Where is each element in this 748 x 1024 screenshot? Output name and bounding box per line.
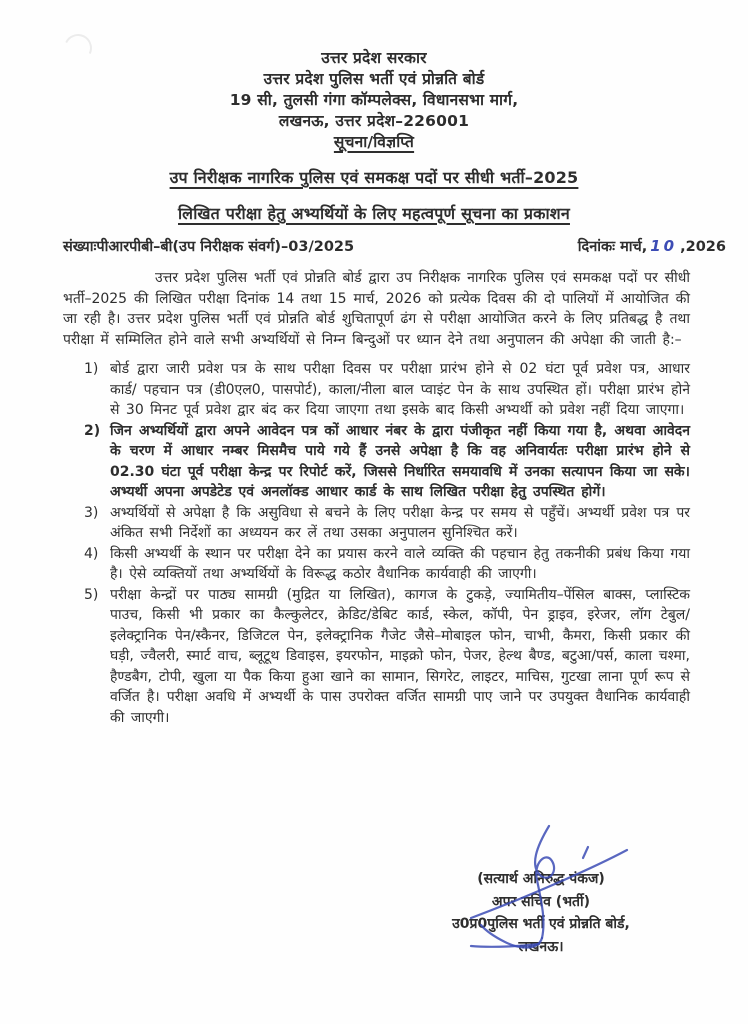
- list-item-5: [84, 585, 690, 729]
- item-text: अभ्यर्थियों से अपेक्षा है कि असुविधा से बचने के लिए परीक्षा केन्द्र पर समय से पहुँचें। अभ्यर्थी प्रवेश पत्र पर अंकित सभी निर्देशों का अध्ययन कर लें तथा उसका अनुपालन सुनिश्चित करें।: [110, 504, 690, 541]
- handwritten-date: 10: [650, 237, 678, 255]
- signatory-city: लखनऊ।: [518, 938, 564, 955]
- recruitment-title: उप निरीक्षक नागरिक पुलिस एवं समकक्ष पदों पर सीधी भर्ती–2025: [169, 168, 579, 187]
- reference-row: [63, 236, 726, 256]
- reference-number: संख्याःपीआरपीबी–बी(उप निरीक्षक संवर्ग)–03/2025: [63, 239, 355, 255]
- item-text: परीक्षा केन्द्रों पर पाठ्य सामग्री (मुद्रित या लिखित), कागज के टुकड़े, ज्यामितीय–पेंसिल बाक्स, प्लास्टिक पाउच, किसी भी प्रकार का कैल्कुलेटर, क्रेडिट/डेबिट कार्ड, स्केल, कॉपी, पेन ड्राइव, इरेजर, लॉग टेबुल/इलेक्ट्रानिक पेन/स्कैनर, डिजिटल पेन, इलेक्ट्रानिक गैजेट जैसे–मोबाइल फोन, चाभी, कैमरा, किसी प्रकार की घड़ी, ज्वैलरी, स्मार्ट वाच, ब्लूटूथ डिवाइस, इयरफोन, माइक्रो फोन, पेजर, हेल्थ बैण्ड, बटुआ/पर्स, काला चश्मा, हैण्डबैग, टोपी, खुला या पैक किया हुआ खाने का सामान, सिगरेट, लाइटर, माचिस, गुटखा लाना पूर्ण रूप से वर्जित है। परीक्षा अवधि में अभ्यर्थी के पास उपरोक्त वर्जित सामग्री पाए जाने पर उपयुक्त वैधानिक कार्यवाही की जाएगी।: [110, 586, 690, 726]
- signatory-name: (सत्यार्थ अनिरुद्ध पंकज): [477, 871, 605, 887]
- government-name: उत्तर प्रदेश सरकार: [321, 49, 427, 67]
- date-line: [578, 236, 726, 256]
- signature-block: [376, 868, 706, 958]
- list-item-2: [84, 421, 690, 503]
- intro-paragraph: उत्तर प्रदेश पुलिस भर्ती एवं प्रोन्नति बोर्ड द्वारा उप निरीक्षक नागरिक पुलिस एवं समकक्ष पदों पर सीधी भर्ती–2025 की लिखित परीक्षा दिनांक 14 तथा 15 मार्च, 2026 को प्रत्येक दिवस की दो पालियों में आयोजित की जा रही है। उत्तर प्रदेश पुलिस भर्ती एवं प्रोन्नति बोर्ड शुचितापूर्ण ढंग से परीक्षा आयोजित करने के लिए प्रतिबद्ध है तथा परीक्षा में सम्मिलित होने वाले सभी अभ्यर्थियों से निम्न बिन्दुओं पर ध्यान देने तथा अनुपालन की अपेक्षा की जाती है:–: [63, 270, 690, 348]
- signatory-designation: अपर सचिव (भर्ती): [491, 893, 591, 910]
- date-prefix: दिनांकः मार्च,: [577, 239, 648, 255]
- list-item-1: [84, 359, 690, 421]
- item-number: 2): [84, 422, 101, 439]
- address-line-1: 19 सी, तुलसी गंगा कॉम्पलेक्स, विधानसभा मार्ग,: [229, 91, 519, 109]
- notice-type-label: सूचना/विज्ञप्ति: [333, 133, 415, 151]
- notice-subject-title: लिखित परीक्षा हेतु अभ्यर्थियों के लिए महत्वपूर्ण सूचना का प्रकाशन: [178, 204, 570, 223]
- signatory-organization: उ0प्र0पुलिस भर्ती एवं प्रोन्नति बोर्ड,: [452, 916, 630, 932]
- item-number: 3): [84, 504, 99, 521]
- list-item-3: [84, 503, 690, 544]
- item-text: जिन अभ्यर्थियों द्वारा अपने आवेदन पत्र कों आधार नंबर के द्वारा पंजीकृत नहीं किया गया है, अथवा आवेदन के चरण में आधार नम्बर मिसमैच पाये गये हैं उनसे अपेक्षा है कि वह अनिवार्यतः परीक्षा प्रारंभ होने से 02.30 घंटा पूर्व परीक्षा केन्द्र पर रिपोर्ट करें, जिससे निर्धारित समयावधि में उनका सत्यापन किया जा सके। अभ्यर्थी अपना अपडेटेड एवं अनलॉक्ड आधार कार्ड के साथ लिखित परीक्षा हेतु उपस्थित होगें।: [110, 422, 690, 500]
- item-text: किसी अभ्यर्थी के स्थान पर परीक्षा देने का प्रयास करने वाले व्यक्ति की पहचान हेतु तकनीकी प्रबंध किया गया है। ऐसे व्यक्तियों तथा अभ्यर्थियों के विरूद्ध कठोर वैधानिक कार्यवाही की जाएगी।: [110, 545, 690, 582]
- list-item-4: [84, 544, 690, 585]
- item-number: 4): [84, 545, 99, 562]
- date-suffix: ,2026: [680, 239, 726, 255]
- address-line-2: लखनऊ, उत्तर प्रदेश–226001: [278, 112, 470, 130]
- item-number: 5): [84, 586, 99, 603]
- letterhead: [0, 0, 748, 153]
- points-list: [84, 359, 690, 728]
- item-number: 1): [84, 361, 99, 377]
- item-text: बोर्ड द्वारा जारी प्रवेश पत्र के साथ परीक्षा दिवस पर परीक्षा प्रारंभ होने से 02 घंटा पूर्व प्रवेश पत्र, आधार कार्ड/ पहचान पत्र (डी0एल0, पासपोर्ट), काला/नीला बाल प्वाइंट पेन के साथ उपस्थित हों। परीक्षा प्रारंभ होने से 30 मिनट पूर्व प्रवेश द्वार बंद कर दिया जाएगा तथा इसके बाद किसी अभ्यर्थी को प्रवेश नहीं दिया जाएगा।: [110, 361, 690, 418]
- board-name: उत्तर प्रदेश पुलिस भर्ती एवं प्रोन्नति बोर्ड: [263, 70, 485, 88]
